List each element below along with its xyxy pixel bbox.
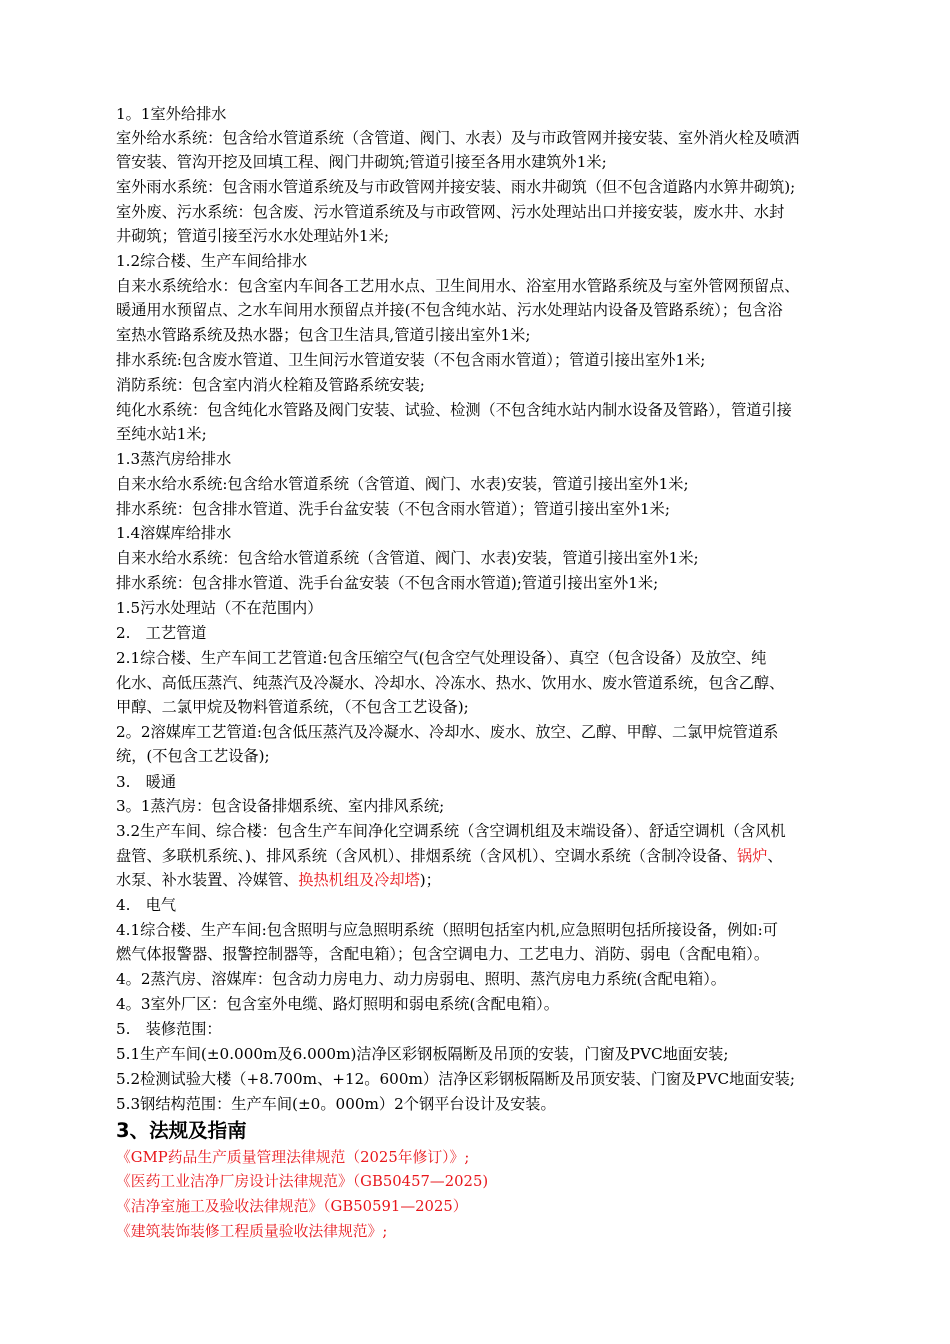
paragraph-line: 4.1综合楼、生产车间:包含照明与应急照明系统（照明包括室内机,应急照明包括所接设备，例如:可 [116, 921, 778, 939]
text-run: 水泵、补水装置、冷媒管、 [116, 871, 299, 889]
paragraph-line: 室外雨水系统：包含雨水管道系统及与市政管网并接安装、雨水井砌筑（但不包含道路内水箅井砌筑); [116, 178, 796, 196]
paragraph-line: 暖通用水预留点、之水车间用水预留点并接(不包含纯水站、污水处理站内设备及管路系统）；包含浴 [116, 301, 783, 319]
paragraph-line: 自来水系统给水：包含室内车间各工艺用水点、卫生间用水、浴室用水管路系统及与室外管网预留点、 [116, 277, 800, 295]
paragraph-line: 4。3室外厂区：包含室外电缆、路灯照明和弱电系统(含配电箱）。 [116, 995, 559, 1013]
regulation-item: 《GMP药品生产质量管理法律规范（2025年修订）》; [116, 1149, 470, 1166]
section-5-heading: 5. 装修范围： [116, 1020, 222, 1038]
paragraph-line: 自来水给水系统：包含给水管道系统（含管道、阀门、水表)安装，管道引接出室外1米; [116, 549, 699, 567]
paragraph-line: 统，(不包含工艺设备); [116, 747, 270, 765]
paragraph-line: 井砌筑；管道引接至污水水处理站外1米; [116, 227, 389, 245]
paragraph-line: 室外给水系统：包含给水管道系统（含管道、阀门、水表）及与市政管网并接安装、室外消火栓及喷洒 [116, 129, 800, 147]
paragraph-line: 排水系统：包含排水管道、洗手台盆安装（不包含雨水管道);管道引接出室外1米; [116, 574, 659, 592]
paragraph-line: 2。2溶媒库工艺管道:包含低压蒸汽及冷凝水、冷却水、废水、放空、乙醇、甲醇、二氯甲烷管道系 [116, 723, 779, 741]
paragraph-line: 纯化水系统：包含纯化水管路及阀门安装、试验、检测（不包含纯水站内制水设备及管路），管道引接 [116, 401, 792, 419]
highlighted-text-heat-exchanger: 换热机组及冷却塔 [298, 871, 420, 889]
paragraph-line: 室热水管路系统及热水器；包含卫生洁具,管道引接出室外1米; [116, 326, 531, 344]
subheading-1-5: 1.5污水处理站（不在范围内） [116, 599, 323, 617]
paragraph-line: 2.1综合楼、生产车间工艺管道:包含压缩空气(包含空气处理设备）、真空（包含设备）及放空、纯 [116, 649, 767, 667]
regulation-item: 《建筑装饰装修工程质量验收法律规范》; [116, 1223, 388, 1240]
subheading-1-2: 1.2综合楼、生产车间给排水 [116, 252, 308, 270]
paragraph-line: 5.1生产车间(±0.000m及6.000m)洁净区彩钢板隔断及吊顶的安装，门窗及PVC地面安装; [116, 1045, 729, 1063]
highlighted-text-boiler: 锅炉 [737, 847, 768, 865]
paragraph-line: 至纯水站1米; [116, 425, 207, 443]
paragraph-line: 自来水给水系统:包含给水管道系统（含管道、阀门、水表)安装，管道引接出室外1米; [116, 475, 689, 493]
paragraph-line: 室外废、污水系统：包含废、污水管道系统及与市政管网、污水处理站出口并接安装，废水井、水封 [116, 203, 785, 221]
text-run: 、 [767, 847, 783, 865]
paragraph-line: 管安装、管沟开挖及回填工程、阀门井砌筑;管道引接至各用水建筑外1米; [116, 153, 607, 171]
paragraph-line: 4。2蒸汽房、溶媒库：包含动力房电力、动力房弱电、照明、蒸汽房电力系统(含配电箱）。 [116, 970, 726, 988]
subheading-1-3: 1.3蒸汽房给排水 [116, 450, 232, 468]
paragraph-line: 3。1蒸汽房：包含设备排烟系统、室内排风系统; [116, 797, 445, 815]
paragraph-line: 5.2检测试验大楼（+8.700m、+12。600m）洁净区彩钢板隔断及吊顶安装、门窗及PVC地面安装; [116, 1070, 795, 1088]
paragraph-line: 3.2生产车间、综合楼：包含生产车间净化空调系统（含空调机组及末端设备）、舒适空调机（含风机 [116, 822, 786, 840]
subheading-1-1: 1。1室外给排水 [116, 105, 227, 123]
section-3-heading: 3. 暖通 [116, 773, 177, 791]
text-run: 盘管、多联机系统、)、排风系统（含风机）、排烟系统（含风机）、空调水系统（含制冷设备、 [116, 847, 738, 865]
paragraph-line: 排水系统:包含废水管道、卫生间污水管道安装（不包含雨水管道）；管道引接出室外1米; [116, 351, 706, 369]
section-4-heading: 4. 电气 [116, 896, 177, 914]
paragraph-line [116, 870, 876, 894]
text-run: )； [419, 871, 441, 889]
regulation-item: 《医药工业洁净厂房设计法律规范》（GB50457—2025) [116, 1173, 489, 1190]
paragraph-line: 燃气体报警器、报警控制器等，含配电箱）；包含空调电力、工艺电力、消防、弱电（含配电箱）。 [116, 945, 770, 963]
paragraph-line: 化水、高低压蒸汽、纯蒸汽及冷凝水、冷却水、冷冻水、热水、饮用水、废水管道系统，包含乙醇、 [116, 674, 785, 692]
paragraph-line [116, 846, 876, 870]
subheading-1-4: 1.4溶媒库给排水 [116, 524, 232, 542]
paragraph-line: 消防系统：包含室内消火栓箱及管路系统安装; [116, 376, 425, 394]
regulation-item: 《洁净室施工及验收法律规范》（GB50591—2025） [116, 1198, 468, 1215]
paragraph-line: 5.3钢结构范围：生产车间(±0。000m）2个钢平台设计及安装。 [116, 1095, 556, 1113]
regulations-heading: 3、法规及指南 [116, 1119, 247, 1142]
paragraph-line: 排水系统：包含排水管道、洗手台盆安装（不包含雨水管道）；管道引接出室外1米; [116, 500, 670, 518]
section-2-heading: 2. 工艺管道 [116, 624, 207, 642]
paragraph-line: 甲醇、二氯甲烷及物料管道系统，（不包含工艺设备); [116, 698, 469, 716]
